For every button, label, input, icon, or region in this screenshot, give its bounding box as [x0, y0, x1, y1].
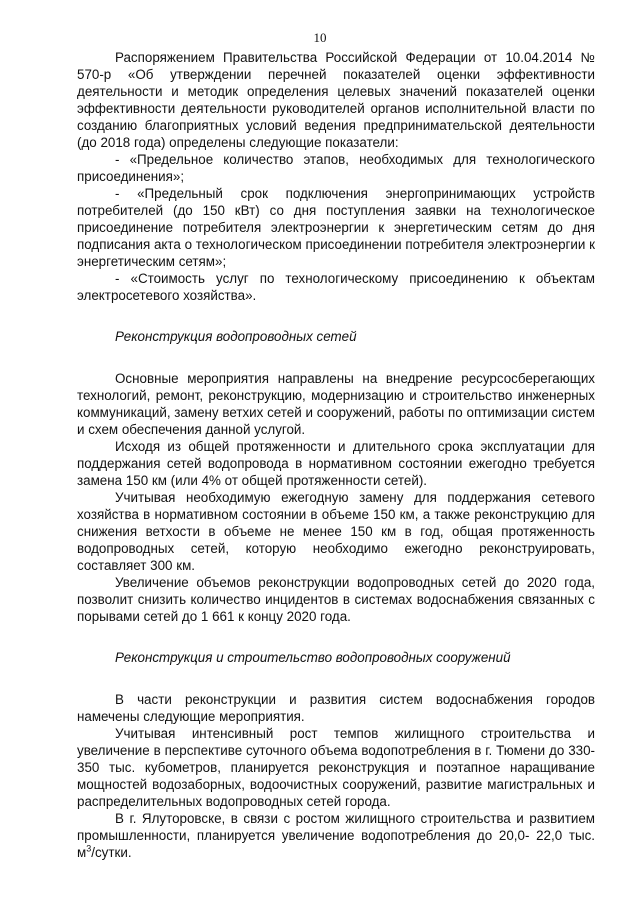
document-body	[77, 49, 595, 861]
bullet-item-1: - «Предельное количество этапов, необходимых для технологического присоединения»;	[77, 152, 595, 184]
page-number: 10	[313, 30, 327, 45]
intro-paragraph: Распоряжением Правительства Российской Федерации от 10.04.2014 № 570-р «Об утверждении перечней показателей оценки эффективности деятельности и методик определения целевых значений показателей оценки эффективности деятельности руководителей органов исполнительной власти по созданию благоприятных условий ведения предпринимательской деятельности (до 2018 года) определены следующие показатели:	[77, 50, 595, 150]
bullet-item-3: - «Стоимость услуг по технологическому присоединению к объектам электросетевого хозяйства».	[77, 271, 595, 303]
section2-paragraph-3-text: В г. Ялуторовске, в связи с ростом жилищного строительства и развитием промышленности, планируется увеличение водопотребления до 20,0- 22,0 тыс. м	[77, 811, 595, 860]
section1-paragraph-4: Увеличение объемов реконструкции водопроводных сетей до 2020 года, позволит снизить количество инцидентов в системах водоснабжения связанных с порывами сетей до 1 661 к концу 2020 года.	[77, 575, 595, 624]
cubic-superscript: 3	[86, 843, 92, 854]
section2-paragraph-3-suffix: /сутки.	[91, 845, 132, 860]
section2-paragraph-2: Учитывая интенсивный рост темпов жилищного строительства и увеличение в перспективе суточного объема водопотребления в г. Тюмени до 330-350 тыс. кубометров, планируется реконструкция и поэтапное наращивание мощностей водозаборных, водоочистных сооружений, развитие магистральных и распределительных водопроводных сетей города.	[77, 726, 595, 809]
section1-paragraph-1: Основные мероприятия направлены на внедрение ресурсосберегающих технологий, ремонт, реконструкцию, модернизацию и строительство инженерных коммуникаций, замену ветхих сетей и сооружений, работы по оптимизации систем и схем обеспечения данной услугой.	[77, 371, 595, 437]
section-title-water-facilities: Реконструкция и строительство водопроводных сооружений	[115, 650, 511, 665]
section1-paragraph-3: Учитывая необходимую ежегодную замену для поддержания сетевого хозяйства в нормативном состоянии в объеме 150 км, а также реконструкцию для снижения ветхости в объеме не менее 150 км в год, общая протяженность водопроводных сетей, которую необходимо ежегодно реконструировать, составляет 300 км.	[77, 490, 595, 573]
section2-paragraph-1: В части реконструкции и развития систем водоснабжения городов намечены следующие мероприятия.	[77, 692, 595, 724]
bullet-item-2: - «Предельный срок подключения энергопринимающих устройств потребителей (до 150 кВт) со дня поступления заявки на технологическое присоединение потребителя электроэнергии к энергетическим сетям до дня подписания акта о технологическом присоединении потребителя электроэнергии к энергетическим сетям»;	[77, 186, 595, 269]
section2-paragraph-3	[77, 810, 595, 861]
section-title-water-networks: Реконструкция водопроводных сетей	[115, 329, 357, 344]
section1-paragraph-2: Исходя из общей протяженности и длительного срока эксплуатации для поддержания сетей водопровода в нормативном состоянии ежегодно требуется замена 150 км (или 4% от общей протяженности сетей).	[77, 439, 595, 488]
